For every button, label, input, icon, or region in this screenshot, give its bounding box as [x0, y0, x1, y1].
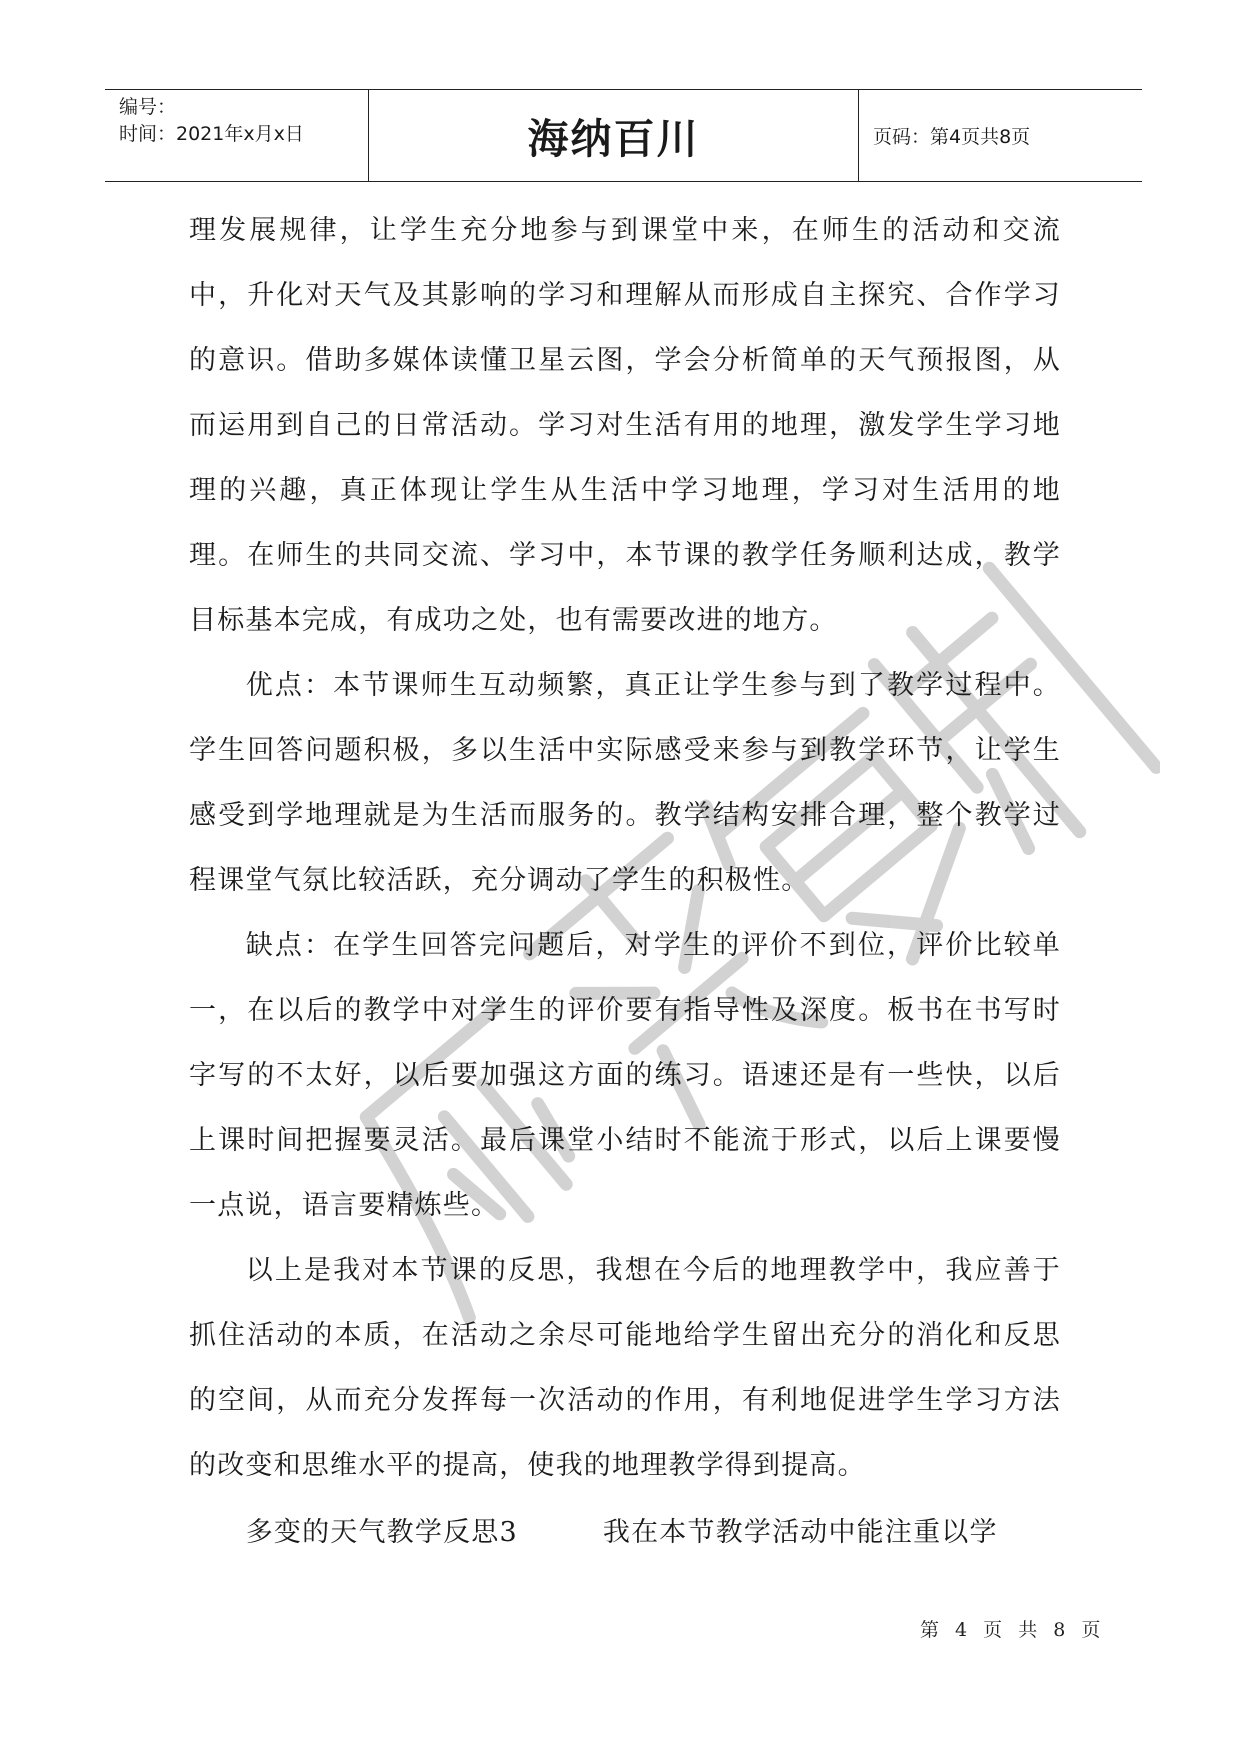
- paragraph-next-section: [189, 1500, 1061, 1565]
- document-body: [189, 198, 1061, 1565]
- header-meta: [105, 90, 369, 181]
- paragraph-conclusion: 以上是我对本节课的反思，我想在今后的地理教学中，我应善于抓住活动的本质，在活动之余尽可能地给学生留出充分的消化和反思的空间，从而充分发挥每一次活动的作用，有利地促进学生学习方法的改变和思维水平的提高，使我的地理教学得到提高。: [189, 1255, 1061, 1481]
- footer-page-number: 第 4 页 共 8 页: [920, 1619, 1106, 1641]
- paragraph-shortcomings: 缺点：在学生回答完问题后，对学生的评价不到位，评价比较单一，在以后的教学中对学生的评价要有指导性及深度。板书在书写时字写的不太好，以后要加强这方面的练习。语速还是有一些快，以后上课时间把握要灵活。最后课堂小结时不能流于形式，以后上课要慢一点说，语言要精炼些。: [189, 930, 1061, 1221]
- paragraph-intro: 理发展规律，让学生充分地参与到课堂中来，在师生的活动和交流中，升化对天气及其影响的学习和理解从而形成自主探究、合作学习的意识。借助多媒体读懂卫星云图，学会分析简单的天气预报图，从而运用到自己的日常活动。学习对生活有用的地理，激发学生学习地理的兴趣，真正体现让学生从生活中学习地理，学习对生活用的地理。在师生的共同交流、学习中，本节课的教学任务顺利达成，教学目标基本完成，有成功之处，也有需要改进的地方。: [189, 215, 1061, 636]
- document-header: [105, 89, 1142, 182]
- paragraph-advantages: 优点：本节课师生互动频繁，真正让学生参与到了教学过程中。学生回答问题积极，多以生活中实际感受来参与到教学环节，让学生感受到学地理就是为生活而服务的。教学结构安排合理，整个教学过程课堂气氛比较活跃，充分调动了学生的积极性。: [189, 670, 1061, 896]
- header-title: 海纳百川: [369, 90, 859, 181]
- section-continuation: 我在本节教学活动中能注重以学: [602, 1517, 998, 1548]
- section-heading: 多变的天气教学反思3: [245, 1517, 518, 1548]
- document-number-label: 编号：: [119, 96, 177, 118]
- header-page-label: 页码：第4页共8页: [873, 126, 1031, 148]
- document-time-label: 时间：2021年x月x日: [119, 123, 304, 145]
